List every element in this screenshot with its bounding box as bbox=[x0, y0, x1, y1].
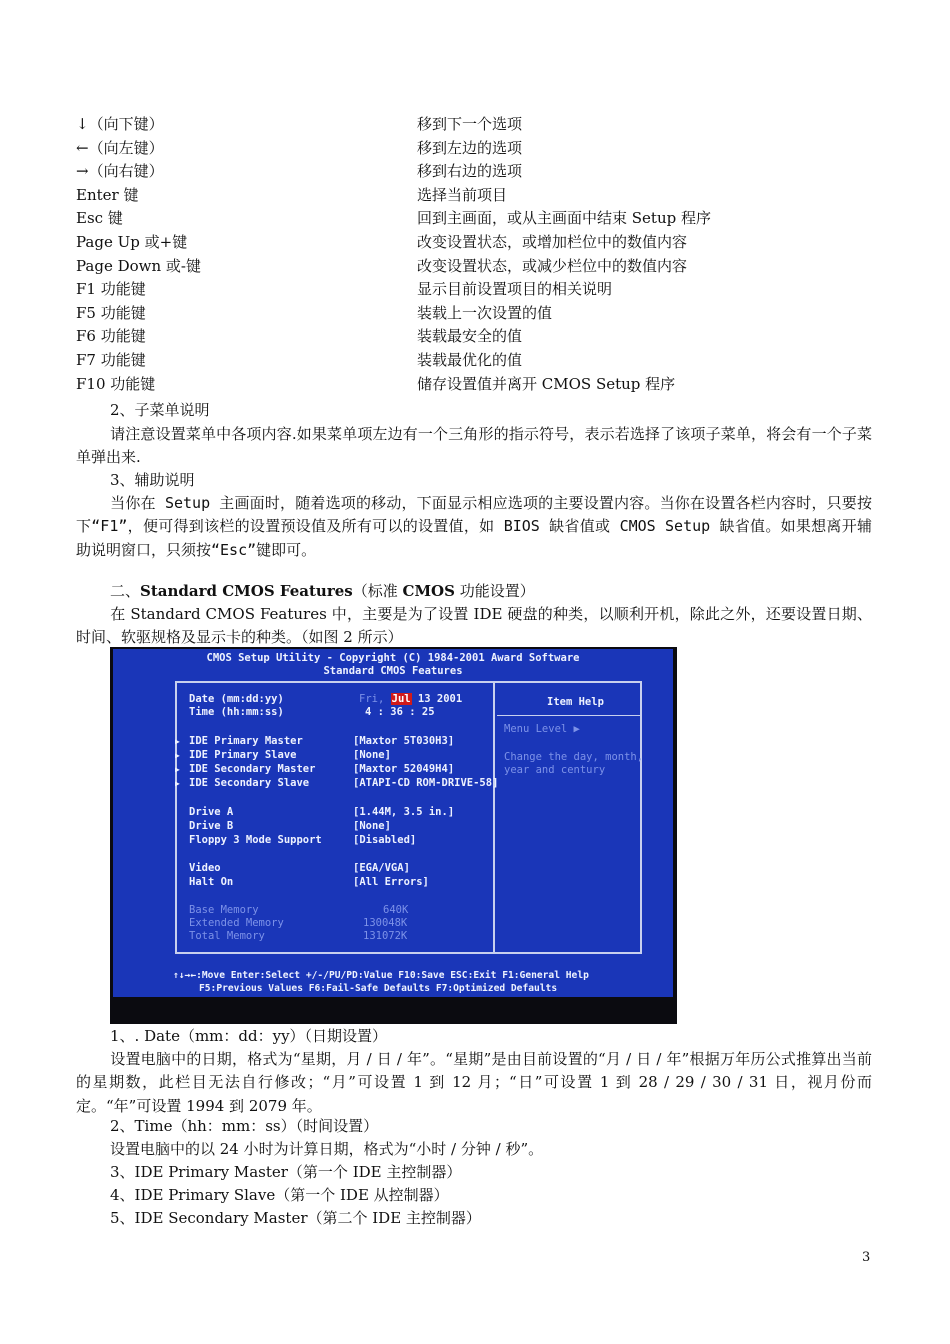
key-description: 储存设置值并离开 CMOS Setup 程序 bbox=[417, 374, 676, 393]
key-description: 选择当前项目 bbox=[417, 185, 508, 204]
key-table-row bbox=[76, 207, 876, 231]
page-number: 3 bbox=[862, 1250, 871, 1265]
submenu-arrow-icon: ▶ bbox=[175, 779, 180, 788]
bios-item-help-title: Item Help bbox=[547, 696, 604, 708]
bios-date-month[interactable]: Jul bbox=[391, 693, 411, 705]
key-name: ↓（向下键） bbox=[76, 115, 164, 133]
key-description: 装载上一次设置的值 bbox=[417, 303, 553, 322]
submenu-arrow-icon: ▶ bbox=[175, 737, 180, 746]
bios-date-label[interactable]: Date (mm:dd:yy) bbox=[189, 693, 284, 705]
bios-footer-line-1: ↑↓→←:Move Enter:Select +/-/PU/PD:Value F10:Save ESC:Exit F1:General Help bbox=[173, 970, 589, 981]
key-table-row bbox=[76, 160, 876, 184]
bios-drive-a[interactable]: Drive A bbox=[189, 806, 234, 818]
key-table-row bbox=[76, 302, 876, 326]
item-date-body: 设置电脑中的日期，格式为“星期，月 / 日 / 年”。“星期”是由目前设置的“月 / 日 / 年”根据万年历公式推算出当前的星期数，此栏目无法自行修改；“月”可设置 1 到 12 月；“日”可设置 1 到 28 / 29 / 30 / 31 日，视月份而定。“年”可设置 1994 到 2079 年。 bbox=[76, 1050, 872, 1115]
bios-screen bbox=[113, 649, 673, 997]
bios-total-memory-value: 131072K bbox=[363, 930, 408, 942]
key-table bbox=[76, 113, 876, 396]
bios-help-rule bbox=[497, 715, 640, 716]
key-table-row bbox=[76, 349, 876, 373]
key-table-row bbox=[76, 325, 876, 349]
key-description: 改变设置状态，或减少栏位中的数值内容 bbox=[417, 256, 688, 275]
item-ide-secondary-master: 5、IDE Secondary Master（第二个 IDE 主控制器） bbox=[110, 1209, 481, 1227]
submenu-arrow-icon: ▶ bbox=[175, 751, 180, 760]
bios-extended-memory: Extended Memory bbox=[189, 917, 284, 929]
key-table-row bbox=[76, 373, 876, 397]
bios-base-memory: Base Memory bbox=[189, 904, 259, 916]
key-table-row bbox=[76, 184, 876, 208]
menu-level-arrow-icon: ▶ bbox=[573, 723, 580, 735]
bios-menu-level: Menu Level ▶ bbox=[504, 723, 580, 735]
key-description: 回到主画面，或从主画面中结束 Setup 程序 bbox=[417, 209, 711, 228]
key-name: Esc 键 bbox=[76, 209, 123, 228]
key-description: 移到左边的选项 bbox=[417, 138, 523, 157]
bios-subtitle: Standard CMOS Features bbox=[323, 665, 463, 677]
bios-drive-b-value[interactable]: [None] bbox=[353, 820, 391, 832]
section2-body: 请注意设置菜单中各项内容.如果菜单项左边有一个三角形的指示符号，表示若选择了该项子菜单，将会有一个子菜单弹出来. bbox=[76, 425, 872, 467]
chapter2-body: 在 Standard CMOS Features 中，主要是为了设置 IDE 硬盘的种类，以顺利开机，除此之外，还要设置日期、时间、软驱规格及显示卡的种类。（如图 2 所示） bbox=[76, 605, 872, 647]
section3-body: 当你在 Setup 主画面时，随着选项的移动，下面显示相应选项的主要设置内容。当你在设置各栏内容时，只要按下“F1”，便可得到该栏的设置预设值及所有可以的设置值，如 BIOS 缺省值或 CMOS Setup 缺省值。如果想离开辅助说明窗口，只须按“Esc”键即可。 bbox=[76, 494, 872, 559]
key-description: 改变设置状态，或增加栏位中的数值内容 bbox=[417, 232, 688, 251]
key-name: →（向右键） bbox=[76, 162, 164, 181]
key-name: F10 功能键 bbox=[76, 374, 156, 393]
bios-halt-on[interactable]: Halt On bbox=[189, 876, 234, 888]
bios-ide-primary-master-value[interactable]: [Maxtor 5T030H3] bbox=[353, 735, 455, 747]
bios-date-value[interactable]: Fri, Jul 13 2001 bbox=[359, 693, 463, 705]
item-ide-primary-slave: 4、IDE Primary Slave（第一个 IDE 从控制器） bbox=[110, 1186, 449, 1204]
key-name: F7 功能键 bbox=[76, 350, 146, 369]
bios-ide-primary-slave-value[interactable]: [None] bbox=[353, 749, 391, 761]
key-table-row bbox=[76, 278, 876, 302]
bios-drive-b[interactable]: Drive B bbox=[189, 820, 234, 832]
key-table-row bbox=[76, 231, 876, 255]
bios-time-value[interactable]: 4 : 36 : 25 bbox=[365, 706, 435, 718]
item-date-heading: 1、. Date（mm：dd：yy）（日期设置） bbox=[110, 1027, 388, 1045]
bios-video[interactable]: Video bbox=[189, 862, 221, 874]
key-name: F1 功能键 bbox=[76, 280, 146, 299]
bios-ide-secondary-master[interactable]: IDE Secondary Master bbox=[189, 763, 316, 775]
key-description: 显示目前设置项目的相关说明 bbox=[417, 280, 613, 299]
item-time-body: 设置电脑中的以 24 小时为计算日期，格式为“小时 / 分钟 / 秒”。 bbox=[110, 1140, 544, 1158]
key-description: 移到下一个选项 bbox=[417, 115, 523, 133]
bios-video-value[interactable]: [EGA/VGA] bbox=[353, 862, 410, 874]
bios-ide-primary-slave[interactable]: IDE Primary Slave bbox=[189, 749, 297, 761]
bios-ide-secondary-slave-value[interactable]: [ATAPI-CD ROM-DRIVE-58] bbox=[353, 777, 499, 789]
key-name: Page Down 或-键 bbox=[76, 256, 202, 275]
chapter2-heading: 二、Standard CMOS Features（标准 CMOS 功能设置） bbox=[110, 582, 535, 600]
key-table-row bbox=[76, 137, 876, 161]
bios-ide-secondary-slave[interactable]: IDE Secondary Slave bbox=[189, 777, 310, 789]
bios-floppy3-value[interactable]: [Disabled] bbox=[353, 834, 417, 846]
item-time-heading: 2、Time（hh：mm：ss）（时间设置） bbox=[110, 1117, 379, 1135]
bios-footer bbox=[113, 969, 673, 997]
key-description: 装载最安全的值 bbox=[417, 327, 523, 346]
key-name: ←（向左键） bbox=[76, 138, 164, 157]
bios-total-memory: Total Memory bbox=[189, 930, 265, 942]
bios-floppy3[interactable]: Floppy 3 Mode Support bbox=[189, 834, 322, 846]
key-description: 移到右边的选项 bbox=[417, 162, 523, 181]
key-name: F5 功能键 bbox=[76, 303, 146, 322]
key-name: F6 功能键 bbox=[76, 327, 146, 346]
bios-extended-memory-value: 130048K bbox=[363, 917, 408, 929]
key-table-row bbox=[76, 113, 876, 137]
submenu-arrow-icon: ▶ bbox=[175, 765, 180, 774]
key-table-row bbox=[76, 255, 876, 279]
item-ide-primary-master: 3、IDE Primary Master（第一个 IDE 主控制器） bbox=[110, 1163, 462, 1181]
bios-ide-primary-master[interactable]: IDE Primary Master bbox=[189, 735, 303, 747]
key-description: 装载最优化的值 bbox=[417, 350, 523, 369]
section2-heading: 2、子菜单说明 bbox=[110, 401, 210, 419]
bios-divider bbox=[493, 681, 495, 952]
bios-drive-a-value[interactable]: [1.44M, 3.5 in.] bbox=[353, 806, 455, 818]
bios-ide-secondary-master-value[interactable]: [Maxtor 52049H4] bbox=[353, 763, 455, 775]
key-name: Enter 键 bbox=[76, 185, 139, 204]
bios-base-memory-value: 640K bbox=[383, 904, 409, 916]
section3-heading: 3、辅助说明 bbox=[110, 471, 195, 489]
bios-footer-line-2: F5:Previous Values F6:Fail-Safe Defaults F7:Optimized Defaults bbox=[199, 983, 558, 994]
key-name: Page Up 或+键 bbox=[76, 232, 188, 251]
bios-halt-on-value[interactable]: [All Errors] bbox=[353, 876, 429, 888]
bios-title: CMOS Setup Utility - Copyright (C) 1984-2001 Award Software bbox=[206, 652, 580, 664]
bios-screenshot bbox=[110, 647, 677, 1024]
bios-help-text-2: year and century bbox=[504, 764, 606, 776]
bios-time-label[interactable]: Time (hh:mm:ss) bbox=[189, 706, 284, 718]
bios-help-text-1: Change the day, month, bbox=[504, 751, 644, 763]
